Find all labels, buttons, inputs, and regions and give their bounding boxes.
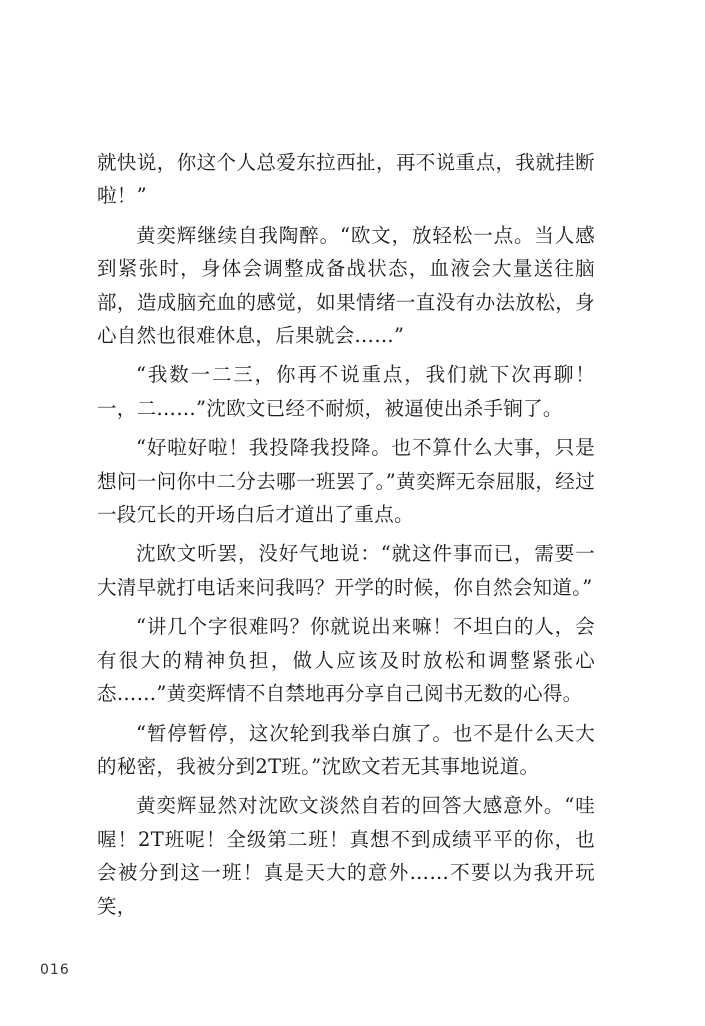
paragraph-7: “暂停暂停，这次轮到我举白旗了。也不是什么天大的秘密，我被分到2T班。”沈欧文若无其事地说道。	[97, 721, 595, 778]
paragraph-1: 就快说，你这个人总爱东拉西扯，再不说重点，我就挂断啦！”	[97, 151, 595, 208]
page-body	[97, 146, 595, 929]
paragraph-6: “讲几个字很难吗？你就说出来嘛！不坦白的人，会有很大的精神负担，做人应该及时放松和调整紧张心态……”黄奕辉情不自禁地再分享自己阅书无数的心得。	[97, 615, 595, 706]
page-number: 016	[40, 962, 70, 978]
paragraph-2: 黄奕辉继续自我陶醉。“欧文，放轻松一点。当人感到紧张时，身体会调整成备战状态，血液会大量送往脑部，造成脑充血的感觉，如果情绪一直没有办法放松，身心自然也很难休息，后果就会……”	[97, 223, 595, 348]
paragraph-4: “好啦好啦！我投降我投降。也不算什么大事，只是想问一问你中二分去哪一班罢了。”黄奕辉无奈屈服，经过一段冗长的开场白后才道出了重点。	[97, 436, 595, 527]
paragraph-8: 黄奕辉显然对沈欧文淡然自若的回答大感意外。“哇喔！2T班呢！全级第二班！真想不到成绩平平的你，也会被分到这一班！真是天大的意外……不要以为我开玩笑，	[97, 794, 595, 918]
paragraph-5: 沈欧文听罢，没好气地说：“就这件事而已，需要一大清早就打电话来问我吗？开学的时候，你自然会知道。”	[97, 542, 595, 599]
paragraph-3: “我数一二三，你再不说重点，我们就下次再聊！一，二……”沈欧文已经不耐烦，被逼使出杀手锏了。	[97, 363, 595, 420]
